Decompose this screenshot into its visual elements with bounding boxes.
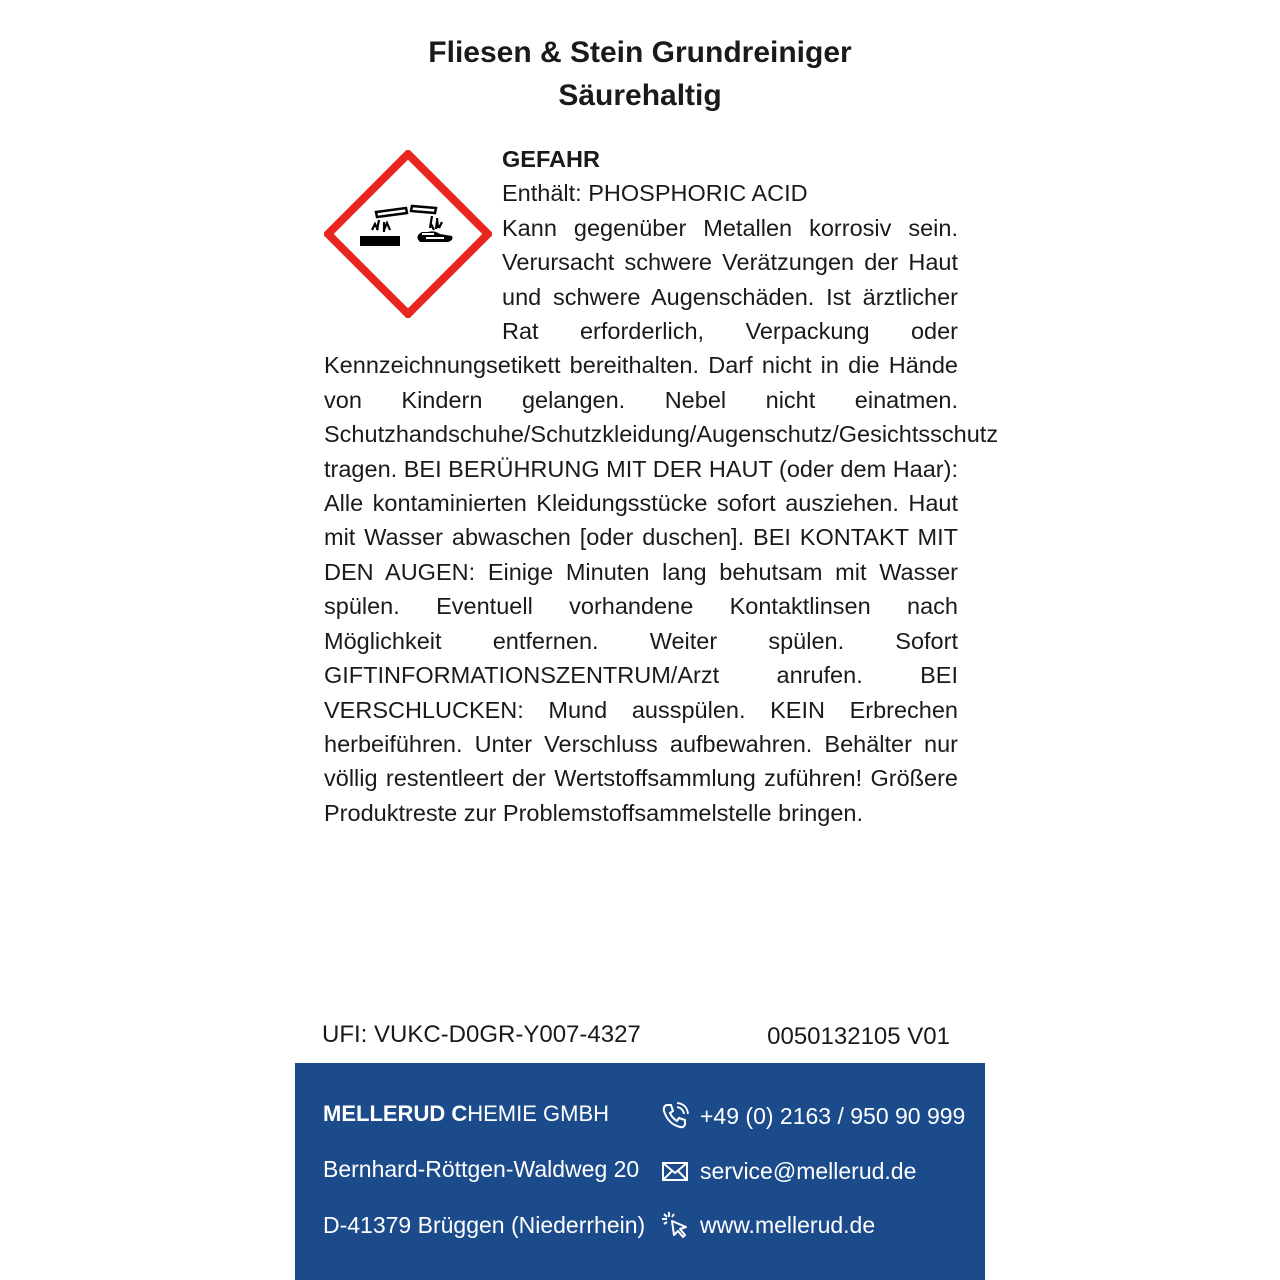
product-subtitle: Säurehaltig [558, 79, 722, 112]
email-address: service@mellerud.de [700, 1158, 917, 1184]
company-street: Bernhard-Röttgen-Waldweg 20 [323, 1156, 640, 1182]
pictogram-spacer [324, 142, 502, 322]
company-footer [295, 1063, 985, 1280]
phone-icon [660, 1101, 690, 1131]
company-name-rest: HEMIE GMBH [467, 1101, 610, 1126]
click-cursor-icon [660, 1210, 690, 1240]
hazard-statements: Kann gegenüber Metallen korrosiv sein. Verursacht schwere Verätzungen der Haut und schwere Augenschäden. Ist ärztlicher Rat erforderlich, Verpackung oder Kennzeichnungsetikett bereithalten. Darf nicht in die Hände von Kindern gelangen. Nebel nicht einatmen. Schutzhandschuhe/Schutzkleidung/Augenschutz/Gesichtsschutz tragen. BEI BERÜHRUNG MIT DER HAUT (oder dem Haar): Alle kontaminierten Kleidungsstücke sofort ausziehen. Haut mit Wasser abwaschen [oder duschen]. BEI KONTAKT MIT DEN AUGEN: Einige Minuten lang behutsam mit Wasser spülen. Eventuell vorhandene Kontaktlinsen nach Möglichkeit entfernen. Weiter spülen. Sofort GIFTINFORMATIONSZENTRUM/Arzt anrufen. BEI VERSCHLUCKEN: Mund ausspülen. KEIN Erbrechen herbeiführen. Unter Verschluss aufbewahren. Behälter nur völlig restentleert der Wertstoffsammlung zuführen! Größere Produktreste zur Problemstoffsammelstelle bringen. [324, 214, 999, 826]
company-name-bold: MELLERUD C [323, 1101, 468, 1126]
web-contact[interactable] [660, 1210, 875, 1240]
company-name [323, 1099, 609, 1129]
hazard-label-text [324, 142, 999, 830]
ufi-code: UFI: VUKC-D0GR-Y007-4327 [322, 1021, 641, 1048]
phone-contact[interactable] [660, 1101, 965, 1131]
product-title: Fliesen & Stein Grundreiniger [428, 36, 852, 69]
contains-text: Enthält: PHOSPHORIC ACID [502, 180, 808, 207]
article-number: 0050132105 V01 [767, 1023, 950, 1050]
website-url: www.mellerud.de [700, 1212, 876, 1238]
phone-number: +49 (0) 2163 / 950 90 999 [700, 1103, 966, 1129]
signal-word: GEFAHR [502, 146, 600, 172]
company-city: D-41379 Brüggen (Niederrhein) [323, 1212, 646, 1238]
mail-icon [660, 1156, 690, 1186]
email-contact[interactable] [660, 1156, 916, 1186]
